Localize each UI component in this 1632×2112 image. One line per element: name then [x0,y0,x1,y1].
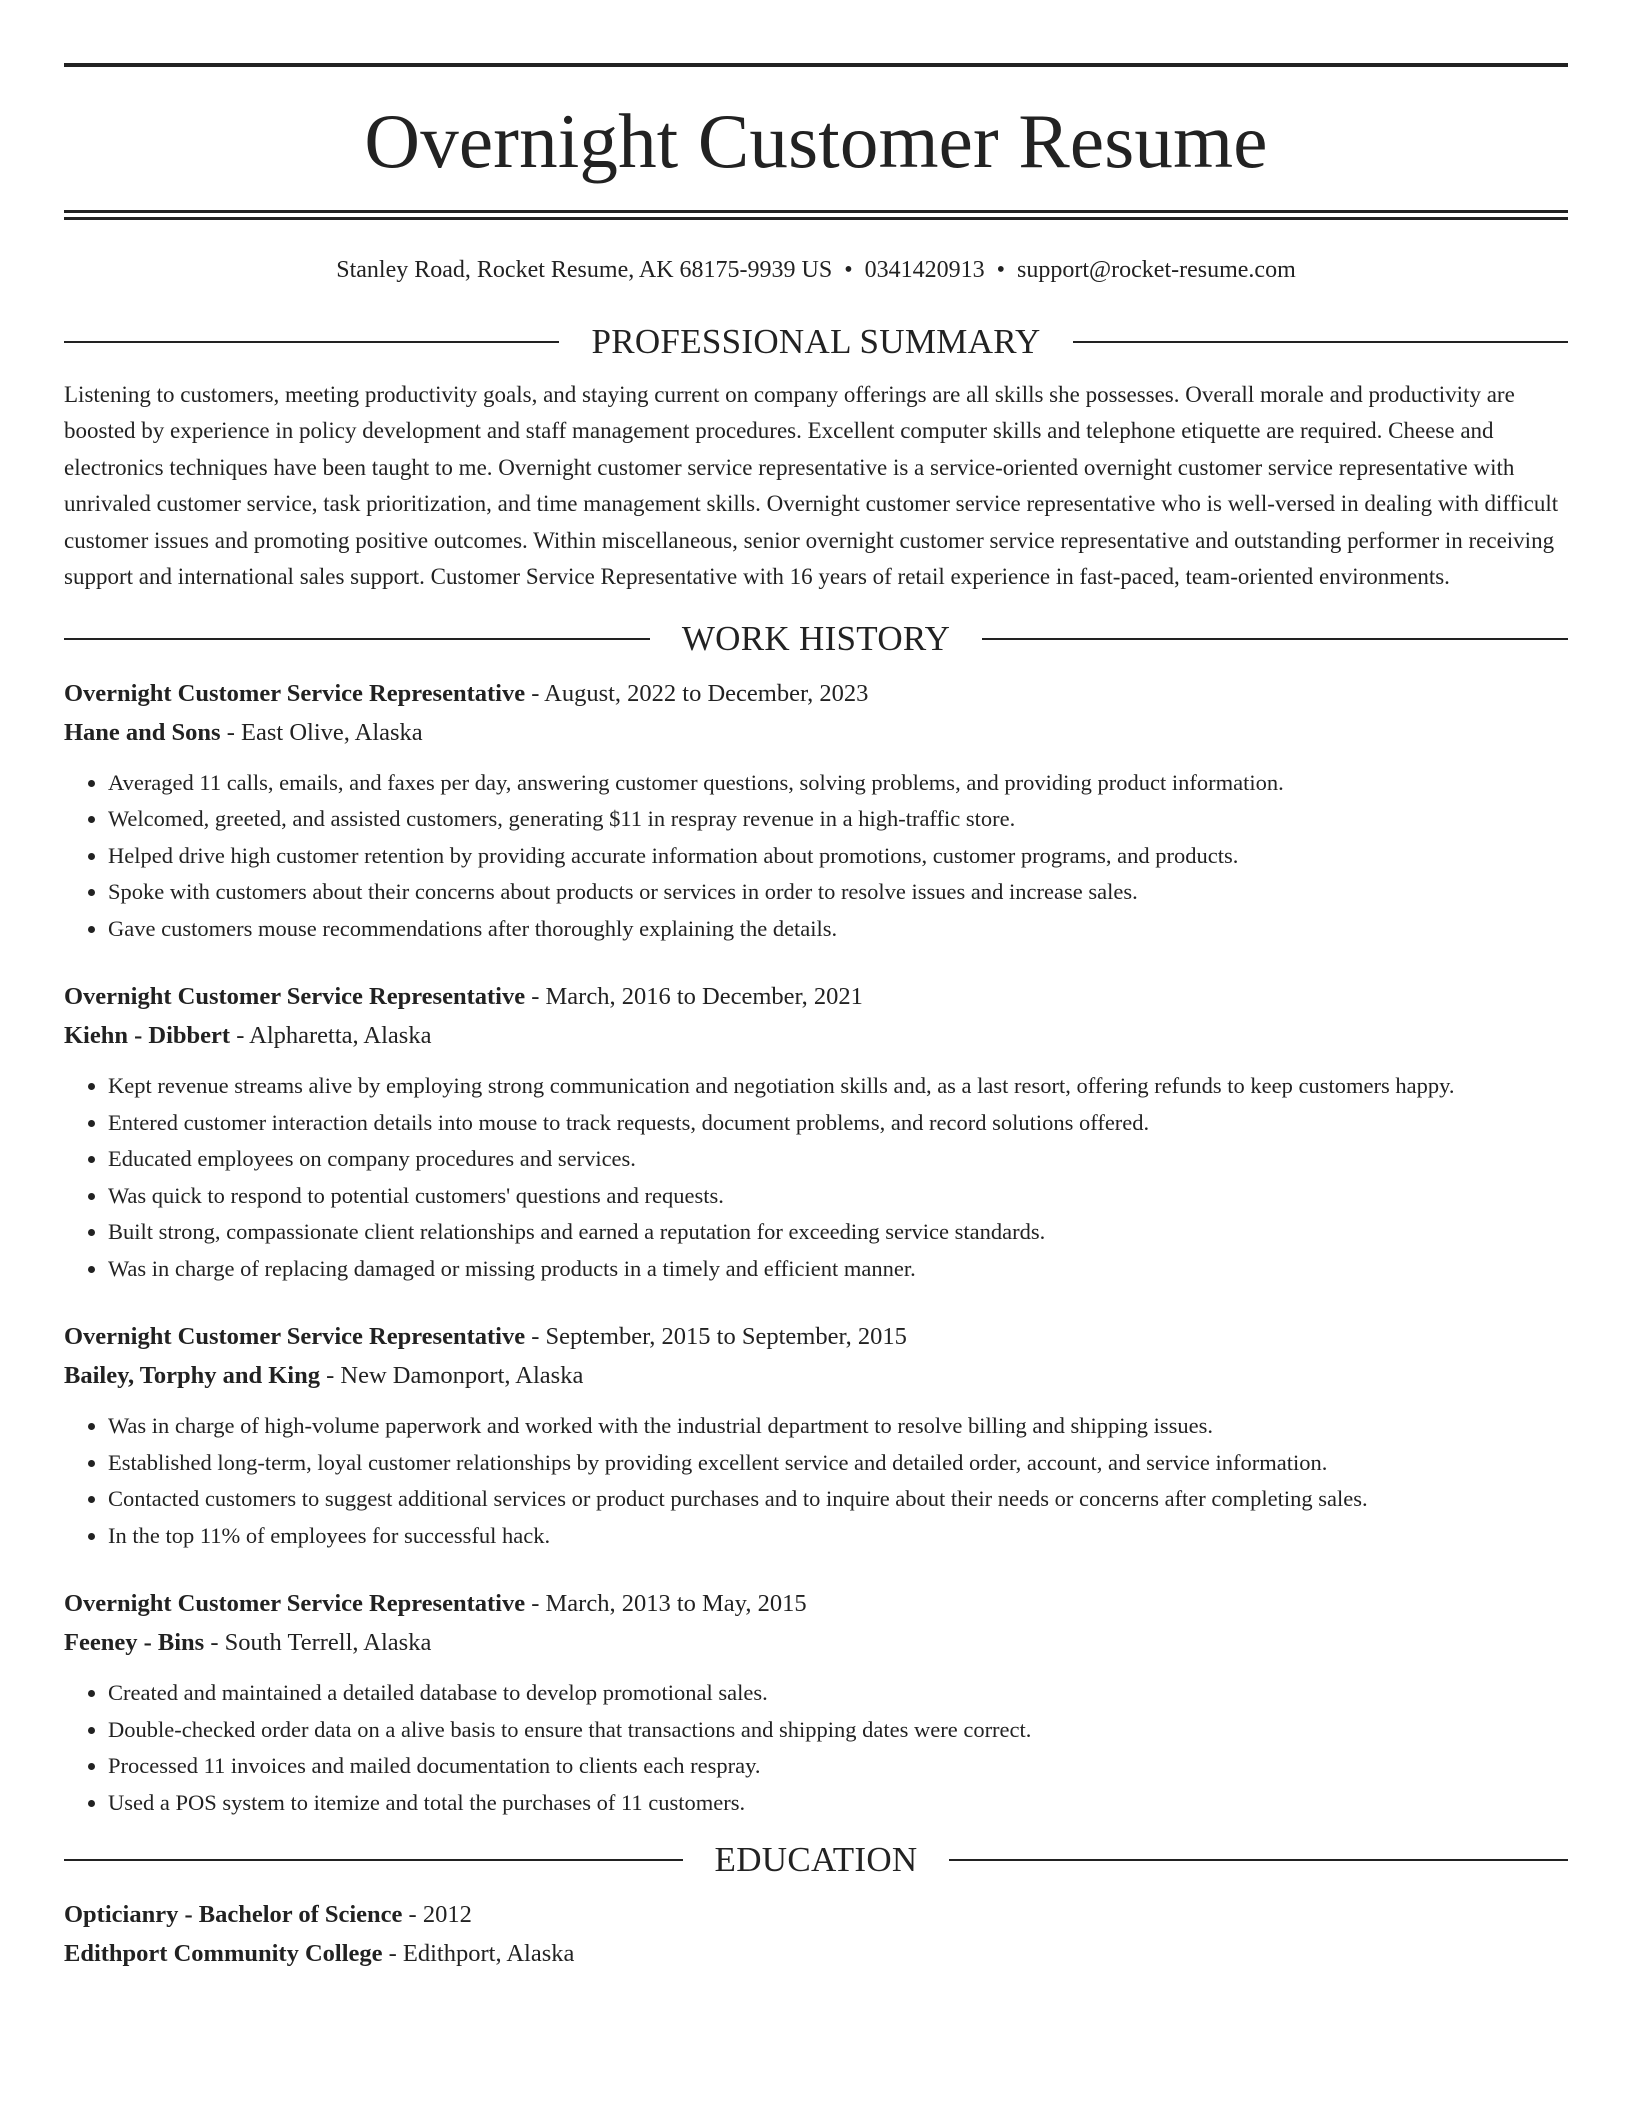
job-title-line [64,977,1568,1016]
job-location: - East Olive, Alaska [220,718,423,746]
job-company-line [64,1356,1568,1395]
job-company-line [64,713,1568,752]
education-degree-line [64,1895,1568,1934]
job-bullet: • Created and maintained a detailed database to develop promotional sales. [108,1675,1568,1712]
education-degree: Opticianry - Bachelor of Science [64,1901,403,1929]
education-school-line [64,1934,1568,1973]
job-bullet: • In the top 11% of employees for successful hack. [108,1518,1568,1555]
section-rule-left [64,341,559,343]
job-bullet: • Was in charge of high-volume paperwork and worked with the industrial department to resolve billing and shipping issues. [108,1408,1568,1445]
section-header-work [64,618,1568,660]
job-bullet: • Established long-term, loyal customer relationships by providing excellent service and detailed order, account, and service information. [108,1445,1568,1482]
job-company: Hane and Sons [64,718,221,746]
job-bullet: • Kept revenue streams alive by employing strong communication and negotiation skills and, as a last resort, offering refunds to keep customers happy. [108,1068,1568,1105]
job-title-line [64,674,1568,713]
job-bullets [64,1408,1568,1554]
job-bullet: • Entered customer interaction details into mouse to track requests, document problems, and record solutions offered. [108,1105,1568,1142]
job-bullet: • Educated employees on company procedures and services. [108,1141,1568,1178]
section-title-summary: PROFESSIONAL SUMMARY [591,321,1041,361]
section-header-education [64,1839,1568,1881]
job-bullet: • Spoke with customers about their concerns about products or services in order to resolve issues and increase sales. [108,874,1568,911]
education-entry [64,1895,1568,1973]
job-bullet: • Gave customers mouse recommendations after thoroughly explaining the details. [108,911,1568,948]
resume-title: Overnight Customer Resume [364,98,1268,184]
job-entry [64,1584,1568,1821]
job-bullet: • Built strong, compassionate client relationships and earned a reputation for exceeding service standards. [108,1214,1568,1251]
job-bullet: • Was in charge of replacing damaged or missing products in a timely and efficient manner. [108,1251,1568,1288]
job-title-line [64,1317,1568,1356]
job-location: - New Damonport, Alaska [320,1362,584,1390]
title-double-rule [64,210,1568,220]
job-bullet: • Averaged 11 calls, emails, and faxes per day, answering customer questions, solving problems, and providing product information. [108,765,1568,802]
job-role: Overnight Customer Service Representative [64,1590,526,1618]
job-company: Bailey, Torphy and King [64,1362,320,1390]
section-title-education: EDUCATION [714,1840,918,1880]
job-role: Overnight Customer Service Representative [64,983,526,1011]
section-rule-left [64,638,650,640]
education-location: - Edithport, Alaska [382,1940,575,1968]
job-dates: - March, 2013 to May, 2015 [525,1590,807,1618]
job-bullet: • Processed 11 invoices and mailed documentation to clients each respray. [108,1748,1568,1785]
education-school: Edithport Community College [64,1940,383,1968]
contact-separator: • [844,257,853,283]
job-company: Feeney - Bins [64,1629,205,1657]
job-bullet: • Helped drive high customer retention by providing accurate information about promotions, customer programs, and products. [108,838,1568,875]
job-bullets [64,765,1568,948]
education-year: - 2012 [402,1901,472,1929]
job-role: Overnight Customer Service Representative [64,1323,526,1351]
section-title-work: WORK HISTORY [681,618,951,658]
section-rule-right [1073,341,1568,343]
job-bullets [64,1068,1568,1287]
top-rule [64,63,1568,67]
job-role: Overnight Customer Service Representative [64,679,526,707]
job-bullet: • Was quick to respond to potential customers' questions and requests. [108,1178,1568,1215]
contact-email: support@rocket-resume.com [1017,257,1296,283]
summary-text: Listening to customers, meeting productivity goals, and staying current on company offerings are all skills she possesses. Overall morale and productivity are boosted by experience in policy development and staff management procedures. Excellent computer skills and telephone etiquette are required. Cheese and electronics techniques have been taught to me. Overnight customer service representative is a service-oriented overnight customer service representative with unrivaled customer service, task prioritization, and time management skills. Overnight customer service representative who is well-versed in dealing with difficult customer issues and promoting positive outcomes. Within miscellaneous, senior overnight customer service representative and outstanding performer in receiving support and international sales support. Customer Service Representative with 16 years of retail experience in fast-paced, team-oriented environments. [64,381,1559,590]
job-location: - South Terrell, Alaska [204,1629,432,1657]
job-bullet: • Contacted customers to suggest additional services or product purchases and to inquire about their needs or concerns after completing sales. [108,1481,1568,1518]
contact-separator: • [996,257,1006,283]
contact-phone: 0341420913 [864,257,985,283]
section-rule-right [982,638,1568,640]
job-dates: - March, 2016 to December, 2021 [525,983,863,1011]
job-bullet: • Welcomed, greeted, and assisted customers, generating $11 in respray revenue in a high-traffic store. [108,801,1568,838]
job-dates: - September, 2015 to September, 2015 [525,1323,907,1351]
job-entry [64,674,1568,948]
job-entry [64,1317,1568,1554]
job-bullets [64,1675,1568,1821]
job-entry [64,977,1568,1287]
job-title-line [64,1584,1568,1623]
job-dates: - August, 2022 to December, 2023 [525,679,869,707]
contact-address: Stanley Road, Rocket Resume, AK 68175-9939 US [336,257,833,283]
section-rule-left [64,1859,683,1861]
job-company-line [64,1016,1568,1055]
job-location: - Alpharetta, Alaska [230,1022,432,1050]
job-company-line [64,1623,1568,1662]
section-rule-right [949,1859,1568,1861]
job-company: Kiehn - Dibbert [64,1022,231,1050]
section-header-summary [64,321,1568,363]
contact-line [64,256,1568,285]
job-bullet: • Double-checked order data on a alive basis to ensure that transactions and shipping dates were correct. [108,1712,1568,1749]
job-bullet: • Used a POS system to itemize and total the purchases of 11 customers. [108,1785,1568,1822]
